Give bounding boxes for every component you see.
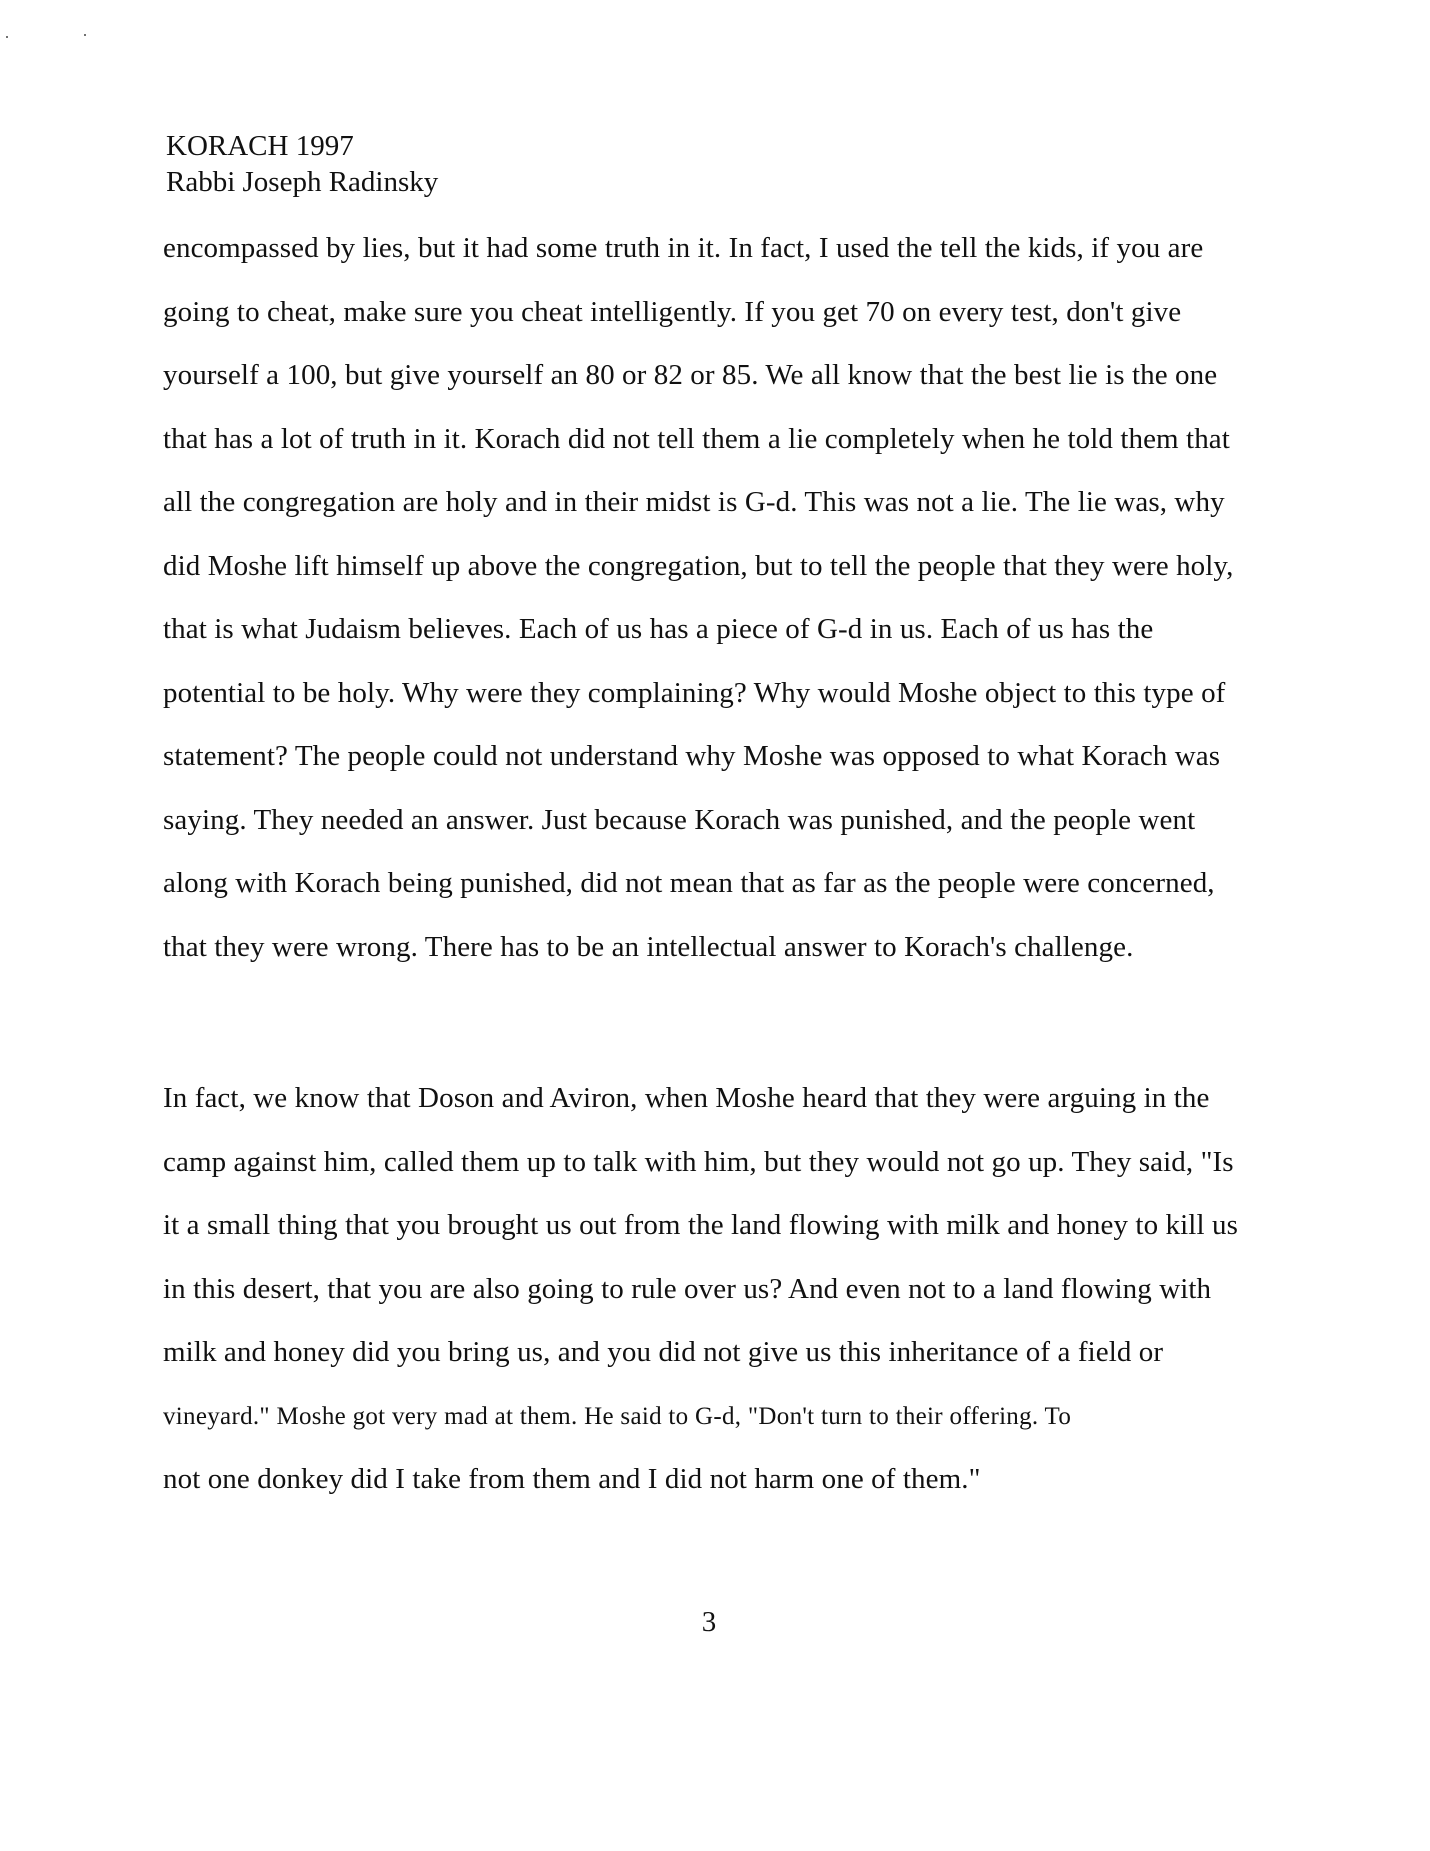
text-line: yourself a 100, but give yourself an 80 or 82 or 85. We all know that the best lie is the one — [163, 359, 1218, 391]
text-line: vineyard." Moshe got very mad at them. He said to G-d, "Don't turn to their offering. To — [163, 1402, 1072, 1430]
text-line: in this desert, that you are also going to rule over us? And even not to a land flowing with — [163, 1272, 1212, 1305]
text-line: In fact, we know that Doson and Aviron, when Moshe heard that they were arguing in the — [163, 1082, 1210, 1114]
document-author: Rabbi Joseph Radinsky — [166, 166, 439, 198]
text-line: milk and honey did you bring us, and you did not give us this inheritance of a field or — [163, 1336, 1164, 1368]
text-line: statement? The people could not understand why Moshe was opposed to what Korach was — [163, 740, 1221, 772]
text-line: encompassed by lies, but it had some truth in it. In fact, I used the tell the kids, if you are — [163, 232, 1204, 264]
body-paragraph-2 — [163, 1067, 1238, 1512]
text-line: it a small thing that you brought us out from the land flowing with milk and honey to kill us — [163, 1209, 1238, 1241]
text-line: along with Korach being punished, did not mean that as far as the people were concerned, — [163, 867, 1215, 899]
text-line: camp against him, called them up to talk with him, but they would not go up. They said, "Is — [163, 1145, 1234, 1178]
text-line: potential to be holy. Why were they complaining? Why would Moshe object to this type of — [163, 676, 1226, 709]
text-line: that they were wrong. There has to be an intellectual answer to Korach's challenge. — [163, 930, 1134, 963]
scan-speck — [6, 36, 8, 38]
text-line: going to cheat, make sure you cheat intelligently. If you get 70 on every test, don't give — [163, 295, 1182, 328]
document-header — [166, 128, 438, 200]
text-line: all the congregation are holy and in their midst is G-d. This was not a lie. The lie was, why — [163, 486, 1225, 518]
scan-speck — [84, 34, 86, 36]
text-line: saying. They needed an answer. Just because Korach was punished, and the people went — [163, 803, 1196, 836]
text-line: that is what Judaism believes. Each of us has a piece of G-d in us. Each of us has the — [163, 613, 1154, 645]
page-number-text: 3 — [701, 1606, 717, 1638]
body-paragraph-1 — [163, 217, 1234, 979]
text-line: did Moshe lift himself up above the congregation, but to tell the people that they were holy, — [163, 549, 1234, 582]
text-line: that has a lot of truth in it. Korach did not tell them a lie completely when he told them that — [163, 422, 1230, 455]
document-title: KORACH 1997 — [166, 130, 354, 162]
text-line: not one donkey did I take from them and I did not harm one of them." — [163, 1463, 981, 1495]
page-number — [0, 1604, 1430, 1640]
